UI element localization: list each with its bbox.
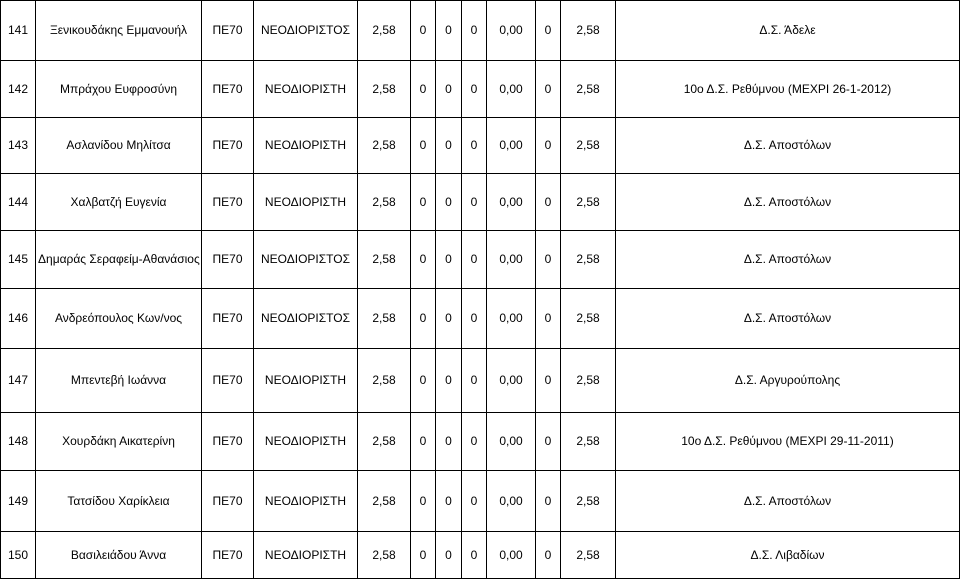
score-2: 0 bbox=[411, 349, 436, 413]
school-location: Δ.Σ. Αποστόλων bbox=[616, 471, 960, 532]
branch-code: ΠΕ70 bbox=[202, 413, 254, 471]
score-2: 0 bbox=[411, 231, 436, 289]
score-5: 0,00 bbox=[487, 413, 536, 471]
score-2: 0 bbox=[411, 174, 436, 231]
score-4: 0 bbox=[462, 289, 487, 349]
teacher-name: Ανδρεόπουλος Κων/νος bbox=[36, 289, 202, 349]
appointment-status: ΝΕΟΔΙΟΡΙΣΤΗ bbox=[254, 349, 358, 413]
school-location: Δ.Σ. Λιβαδίων bbox=[616, 532, 960, 579]
score-4: 0 bbox=[462, 1, 487, 61]
school-location: 10ο Δ.Σ. Ρεθύμνου (ΜΕΧΡΙ 29-11-2011) bbox=[616, 413, 960, 471]
school-location: 10ο Δ.Σ. Ρεθύμνου (ΜΕΧΡΙ 26-1-2012) bbox=[616, 61, 960, 118]
row-number: 145 bbox=[1, 231, 36, 289]
score-2: 0 bbox=[411, 289, 436, 349]
score-total: 2,58 bbox=[561, 61, 616, 118]
table-row bbox=[1, 532, 960, 579]
branch-code: ΠΕ70 bbox=[202, 118, 254, 174]
appointment-status: ΝΕΟΔΙΟΡΙΣΤΟΣ bbox=[254, 231, 358, 289]
school-location: Δ.Σ. Αργυρούπολης bbox=[616, 349, 960, 413]
branch-code: ΠΕ70 bbox=[202, 289, 254, 349]
score-1: 2,58 bbox=[358, 61, 411, 118]
score-4: 0 bbox=[462, 174, 487, 231]
score-4: 0 bbox=[462, 231, 487, 289]
school-location: Δ.Σ. Αποστόλων bbox=[616, 174, 960, 231]
score-3: 0 bbox=[436, 118, 462, 174]
score-1: 2,58 bbox=[358, 532, 411, 579]
score-5: 0,00 bbox=[487, 471, 536, 532]
school-location: Δ.Σ. Αποστόλων bbox=[616, 231, 960, 289]
score-1: 2,58 bbox=[358, 1, 411, 61]
school-location: Δ.Σ. Αποστόλων bbox=[616, 118, 960, 174]
appointment-status: ΝΕΟΔΙΟΡΙΣΤΟΣ bbox=[254, 1, 358, 61]
branch-code: ΠΕ70 bbox=[202, 1, 254, 61]
score-5: 0,00 bbox=[487, 118, 536, 174]
table-row bbox=[1, 349, 960, 413]
branch-code: ΠΕ70 bbox=[202, 174, 254, 231]
score-4: 0 bbox=[462, 118, 487, 174]
score-2: 0 bbox=[411, 532, 436, 579]
score-3: 0 bbox=[436, 174, 462, 231]
score-1: 2,58 bbox=[358, 471, 411, 532]
score-total: 2,58 bbox=[561, 118, 616, 174]
score-4: 0 bbox=[462, 413, 487, 471]
score-1: 2,58 bbox=[358, 174, 411, 231]
school-location: Δ.Σ. Αποστόλων bbox=[616, 289, 960, 349]
score-6: 0 bbox=[536, 289, 561, 349]
table-row bbox=[1, 61, 960, 118]
score-3: 0 bbox=[436, 1, 462, 61]
score-2: 0 bbox=[411, 413, 436, 471]
table-row bbox=[1, 471, 960, 532]
score-6: 0 bbox=[536, 231, 561, 289]
row-number: 146 bbox=[1, 289, 36, 349]
score-2: 0 bbox=[411, 471, 436, 532]
table-row bbox=[1, 231, 960, 289]
score-3: 0 bbox=[436, 532, 462, 579]
branch-code: ΠΕ70 bbox=[202, 61, 254, 118]
score-1: 2,58 bbox=[358, 289, 411, 349]
teacher-name: Χουρδάκη Αικατερίνη bbox=[36, 413, 202, 471]
teacher-name: Μπράχου Ευφροσύνη bbox=[36, 61, 202, 118]
branch-code: ΠΕ70 bbox=[202, 532, 254, 579]
score-6: 0 bbox=[536, 118, 561, 174]
row-number: 148 bbox=[1, 413, 36, 471]
teacher-name: Ασλανίδου Μηλίτσα bbox=[36, 118, 202, 174]
row-number: 149 bbox=[1, 471, 36, 532]
score-6: 0 bbox=[536, 349, 561, 413]
table-row bbox=[1, 413, 960, 471]
row-number: 147 bbox=[1, 349, 36, 413]
score-6: 0 bbox=[536, 174, 561, 231]
score-3: 0 bbox=[436, 289, 462, 349]
score-3: 0 bbox=[436, 231, 462, 289]
score-5: 0,00 bbox=[487, 174, 536, 231]
row-number: 143 bbox=[1, 118, 36, 174]
table-row bbox=[1, 174, 960, 231]
score-1: 2,58 bbox=[358, 349, 411, 413]
teacher-name: Δημαράς Σεραφείμ-Αθανάσιος bbox=[36, 231, 202, 289]
score-6: 0 bbox=[536, 61, 561, 118]
appointment-status: ΝΕΟΔΙΟΡΙΣΤΟΣ bbox=[254, 289, 358, 349]
score-total: 2,58 bbox=[561, 413, 616, 471]
teacher-name: Τατσίδου Χαρίκλεια bbox=[36, 471, 202, 532]
table-row bbox=[1, 118, 960, 174]
school-location: Δ.Σ. Άδελε bbox=[616, 1, 960, 61]
score-1: 2,58 bbox=[358, 413, 411, 471]
teacher-name: Χαλβατζή Ευγενία bbox=[36, 174, 202, 231]
teacher-name: Μπεντεβή Ιωάννα bbox=[36, 349, 202, 413]
score-3: 0 bbox=[436, 413, 462, 471]
score-5: 0,00 bbox=[487, 61, 536, 118]
row-number: 141 bbox=[1, 1, 36, 61]
score-2: 0 bbox=[411, 118, 436, 174]
score-4: 0 bbox=[462, 61, 487, 118]
appointment-status: ΝΕΟΔΙΟΡΙΣΤΗ bbox=[254, 118, 358, 174]
appointment-status: ΝΕΟΔΙΟΡΙΣΤΗ bbox=[254, 174, 358, 231]
score-1: 2,58 bbox=[358, 118, 411, 174]
row-number: 150 bbox=[1, 532, 36, 579]
score-6: 0 bbox=[536, 1, 561, 61]
row-number: 144 bbox=[1, 174, 36, 231]
branch-code: ΠΕ70 bbox=[202, 231, 254, 289]
score-total: 2,58 bbox=[561, 289, 616, 349]
table-row bbox=[1, 289, 960, 349]
score-6: 0 bbox=[536, 532, 561, 579]
appointment-status: ΝΕΟΔΙΟΡΙΣΤΗ bbox=[254, 413, 358, 471]
score-1: 2,58 bbox=[358, 231, 411, 289]
score-4: 0 bbox=[462, 532, 487, 579]
score-3: 0 bbox=[436, 471, 462, 532]
score-5: 0,00 bbox=[487, 231, 536, 289]
row-number: 142 bbox=[1, 61, 36, 118]
appointment-status: ΝΕΟΔΙΟΡΙΣΤΗ bbox=[254, 61, 358, 118]
score-6: 0 bbox=[536, 413, 561, 471]
teacher-name: Βασιλειάδου Άννα bbox=[36, 532, 202, 579]
score-6: 0 bbox=[536, 471, 561, 532]
score-3: 0 bbox=[436, 61, 462, 118]
score-4: 0 bbox=[462, 349, 487, 413]
teacher-name: Ξενικουδάκης Εμμανουήλ bbox=[36, 1, 202, 61]
score-4: 0 bbox=[462, 471, 487, 532]
score-5: 0,00 bbox=[487, 349, 536, 413]
score-total: 2,58 bbox=[561, 1, 616, 61]
score-5: 0,00 bbox=[487, 532, 536, 579]
score-5: 0,00 bbox=[487, 1, 536, 61]
table-row bbox=[1, 1, 960, 61]
score-total: 2,58 bbox=[561, 532, 616, 579]
score-total: 2,58 bbox=[561, 471, 616, 532]
branch-code: ΠΕ70 bbox=[202, 471, 254, 532]
score-2: 0 bbox=[411, 1, 436, 61]
score-total: 2,58 bbox=[561, 231, 616, 289]
score-3: 0 bbox=[436, 349, 462, 413]
score-5: 0,00 bbox=[487, 289, 536, 349]
score-total: 2,58 bbox=[561, 349, 616, 413]
appointment-status: ΝΕΟΔΙΟΡΙΣΤΗ bbox=[254, 532, 358, 579]
branch-code: ΠΕ70 bbox=[202, 349, 254, 413]
score-total: 2,58 bbox=[561, 174, 616, 231]
appointment-status: ΝΕΟΔΙΟΡΙΣΤΗ bbox=[254, 471, 358, 532]
score-2: 0 bbox=[411, 61, 436, 118]
